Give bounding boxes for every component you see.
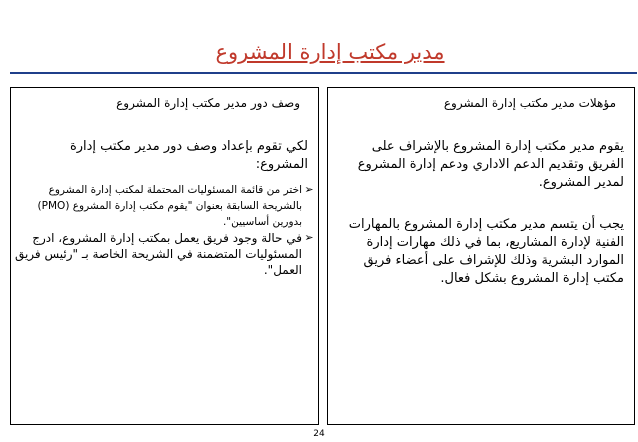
role-description-intro: لكي تقوم بإعداد وصف دور مدير مكتب إدارة المشروع:: [69, 139, 308, 172]
bullet-item: [13, 182, 316, 230]
role-description-heading: وصف دور مدير مكتب إدارة المشروع: [116, 96, 300, 110]
title-rule: [10, 72, 637, 74]
arrow-bullet-icon: ➢: [304, 183, 314, 196]
qualifications-paragraph-2: يجب أن يتسم مدير مكتب إدارة المشروع بالمهارات الفنية لإدارة المشاريع، بما في ذلك مهارات إدارة الموارد البشرية وذلك للإشراف على أعضاء فريق مكتب إدارة المشروع بشكل فعال.: [348, 217, 624, 286]
slide-title: مدير مكتب إدارة المشروع: [215, 40, 445, 64]
bullet-text: اختر من قائمة المسئوليات المحتملة لمكتب إدارة المشروع بالشريحة السابقة بعنوان "يقوم مكتب إدارة المشروع (PMO) بدورين أساسيين".: [37, 184, 302, 228]
bullet-text: في حالة وجود فريق يعمل بمكتب إدارة المشروع، ادرج المسئوليات المتضمنة في الشريحة الخاصة بـ "رئيس فريق العمل".: [14, 231, 302, 277]
role-description-panel: [10, 87, 319, 425]
qualifications-panel: [327, 87, 635, 425]
arrow-bullet-icon: ➢: [304, 231, 314, 244]
qualifications-heading: مؤهلات مدير مكتب إدارة المشروع: [443, 96, 616, 110]
page-number: 24: [313, 429, 325, 439]
qualifications-paragraph-1: يقوم مدير مكتب إدارة المشروع بالإشراف على الفريق وتقديم الدعم الاداري ودعم إدارة المشروع لمدير المشروع.: [357, 139, 624, 190]
bullet-item: [13, 230, 316, 278]
